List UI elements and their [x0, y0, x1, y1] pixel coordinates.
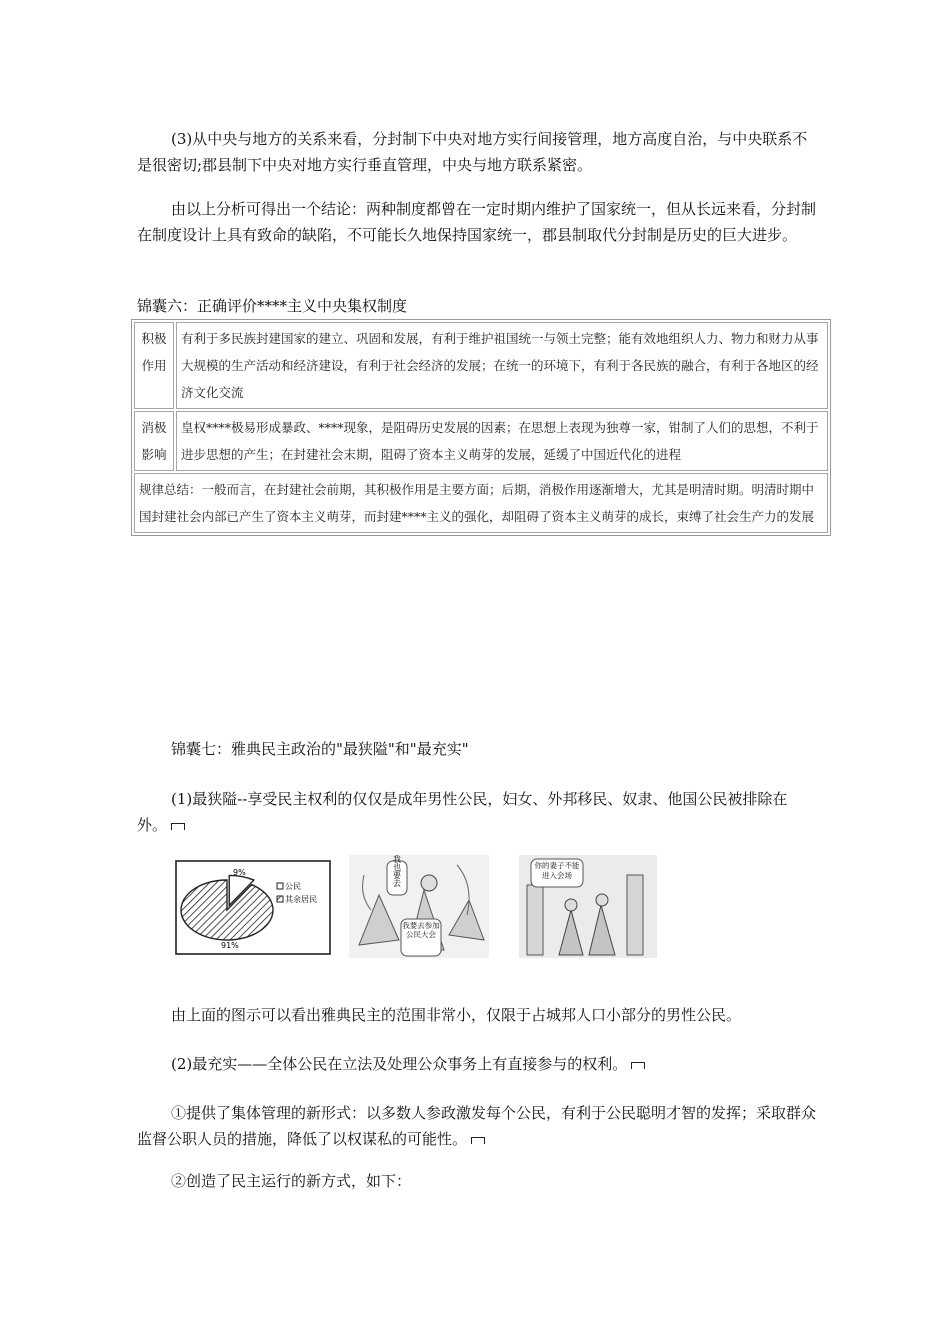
positive-label: 积极作用 [134, 322, 174, 409]
legend-citizen: 公民 [285, 882, 301, 891]
table-row [134, 411, 828, 471]
bubble-text-3: 你的妻子不能进入会场 [534, 861, 580, 880]
pie-chart-figure [175, 860, 331, 955]
cartoon-illustration [519, 855, 657, 958]
slice-label-citizen: 9% [233, 868, 246, 877]
pie-slice-others [181, 880, 273, 940]
cartoon-wife-excluded [519, 855, 657, 958]
edit-mark-icon [171, 823, 185, 830]
heading-tip-six: 锦囊六：正确评价****主义中央集权制度 [137, 297, 408, 315]
negative-label: 消极影响 [134, 411, 174, 471]
bubble-text-1: 我也要去 [392, 855, 402, 887]
edit-mark-icon [471, 1137, 485, 1144]
paragraph-conclusion: 由以上分析可得出一个结论：两种制度都曾在一定时期内维护了国家统一，但从长远来看，分封制在制度设计上具有致命的缺陷，不可能长久地保持国家统一，郡县制取代分封制是历史的巨大进步。 [137, 200, 817, 244]
cartoon-citizen-assembly [349, 855, 489, 958]
cartoon-illustration [349, 855, 489, 958]
legend-swatch-others [277, 896, 283, 902]
paragraph-athens-scope: 由上面的图示可以看出雅典民主的范围非常小，仅限于占城邦人口小部分的男性公民。 [171, 1006, 742, 1024]
paragraph-narrowest: (1)最狭隘--享受民主权利的仅仅是成年男性公民，妇女、外邦移民、奴隶、他国公民被排除在外。 [137, 790, 788, 834]
negative-text: 皇权****极易形成暴政、****现象，是阻碍历史发展的因素；在思想上表现为独尊一家，钳制了人们的思想，不利于进步思想的产生；在封建社会末期，阻碍了资本主义萌芽的发展，延缓了中国近代化的进程 [176, 411, 828, 471]
paragraph-new-method: ②创造了民主运行的新方式，如下： [171, 1172, 412, 1190]
edit-mark-icon [631, 1062, 645, 1069]
paragraph-central-local: (3)从中央与地方的关系来看，分封制下中央对地方实行间接管理，地方高度自治，与中央联系不是很密切;郡县制下中央对地方实行垂直管理，中央与地方联系紧密。 [137, 130, 808, 174]
positive-text: 有利于多民族封建国家的建立、巩固和发展，有利于维护祖国统一与领土完整；能有效地组织人力、物力和财力从事大规模的生产活动和经济建设，有利于社会经济的发展；在统一的环境下，有利于各民族的融合，有利于各地区的经济文化交流 [176, 322, 828, 409]
paragraph-collective-management: ①提供了集体管理的新形式：以多数人参政激发每个公民，有利于公民聪明才智的发挥；采取群众监督公职人员的措施，降低了以权谋私的可能性。 [137, 1104, 817, 1148]
slice-label-others: 91% [221, 941, 239, 950]
evaluation-table [131, 319, 831, 536]
bubble-text-2: 我要去参加公民大会 [402, 921, 440, 939]
table-row [134, 322, 828, 409]
legend-others: 其余居民 [285, 895, 317, 904]
pie-chart [175, 860, 331, 955]
paragraph-fullest: (2)最充实——全体公民在立法及处理公众事务上有直接参与的权利。 [137, 1051, 817, 1077]
summary-text: 规律总结：一般而言，在封建社会前期，其积极作用是主要方面；后期，消极作用逐渐增大，尤其是明清时期。明清时期中国封建社会内部已产生了资本主义萌芽，而封建****主义的强化，却阻碍了资本主义萌芽的成长，束缚了社会生产力的发展 [134, 473, 828, 533]
table-row [134, 473, 828, 533]
legend-swatch-citizen [277, 883, 283, 889]
figure-row [171, 855, 671, 960]
heading-tip-seven: 锦囊七：雅典民主政治的"最狭隘"和"最充实" [171, 740, 469, 758]
